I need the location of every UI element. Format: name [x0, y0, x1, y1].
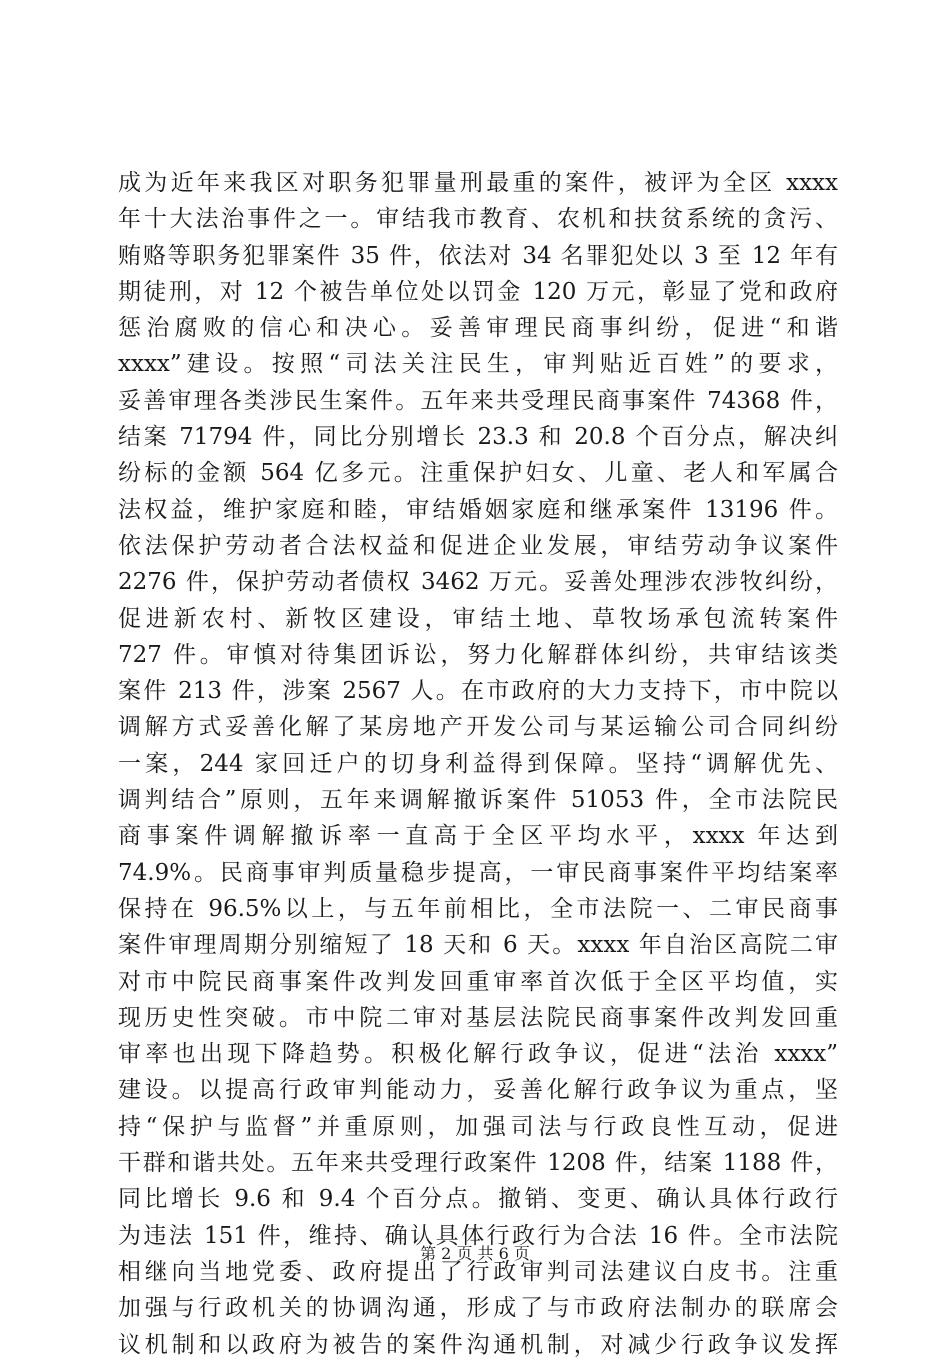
text-line: 建设。以提高行政审判能动力，妥善化解行政争议为重点，坚 — [118, 1077, 838, 1104]
text-line: 同比增长 9.6 和 9.4 个百分点。撤销、变更、确认具体行政行 — [118, 1186, 838, 1213]
text-line: 案件 213 件，涉案 2567 人。在市政府的大力支持下，市中院以 — [118, 678, 838, 705]
text-line: 法权益，维护家庭和睦，审结婚姻家庭和继承案件 13196 件。 — [118, 496, 838, 523]
text-line: 2276 件，保护劳动者债权 3462 万元。妥善处理涉农涉牧纠纷， — [118, 569, 838, 596]
text-line: 商事案件调解撤诉率一直高于全区平均水平，xxxx 年达到 — [118, 823, 838, 850]
text-line: 审率也出现下降趋势。积极化解行政争议，促进“法治 xxxx” — [118, 1041, 838, 1068]
text-line: 期徒刑，对 12 个被告单位处以罚金 120 万元，彰显了党和政府 — [118, 278, 838, 305]
text-line: 加强与行政机关的协调沟通，形成了与市政府法制办的联席会 — [118, 1295, 838, 1322]
page-footer: 第 2 页 共 6 页 — [420, 1244, 530, 1263]
text-line: 成为近年来我区对职务犯罪量刑最重的案件，被评为全区 xxxx — [118, 170, 838, 196]
text-line: 年十大法治事件之一。审结我市教育、农机和扶贫系统的贪污、 — [118, 206, 838, 233]
text-line: 案件审理周期分别缩短了 18 天和 6 天。xxxx 年自治区高院二审 — [118, 932, 838, 959]
text-line: 依法保护劳动者合法权益和促进企业发展，审结劳动争议案件 — [118, 532, 838, 559]
text-line: 议机制和以政府为被告的案件沟通机制，对减少行政争议发挥 — [118, 1331, 838, 1358]
text-line: 持“保护与监督”并重原则，加强司法与行政良性互动，促进 — [118, 1113, 838, 1140]
text-line: 纷标的金额 564 亿多元。注重保护妇女、儿童、老人和军属合 — [118, 460, 838, 487]
text-line: 保持在 96.5%以上，与五年前相比，全市法院一、二审民商事 — [118, 895, 838, 922]
text-line: 妥善审理各类涉民生案件。五年来共受理民商事案件 74368 件， — [118, 387, 838, 414]
text-line: 结案 71794 件，同比分别增长 23.3 和 20.8 个百分点，解决纠 — [118, 424, 838, 451]
text-line: 对市中院民商事案件改判发回重审率首次低于全区平均值，实 — [118, 968, 838, 995]
text-line: 促进新农村、新牧区建设，审结土地、草牧场承包流转案件 — [118, 605, 838, 632]
text-line: 74.9%。民商事审判质量稳步提高，一审民商事案件平均结案率 — [118, 859, 838, 886]
text-line: 相继向当地党委、政府提出了行政审判司法建议白皮书。注重 — [118, 1258, 838, 1285]
text-line: 调判结合”原则，五年来调解撤诉案件 51053 件，全市法院民 — [118, 787, 838, 814]
text-line: 为违法 151 件，维持、确认具体行政行为合法 16 件。全市法院 — [118, 1222, 838, 1249]
text-line: 现历史性突破。市中院二审对基层法院民商事案件改判发回重 — [118, 1004, 838, 1031]
text-line: xxxx”建设。按照“司法关注民生，审判贴近百姓”的要求， — [118, 351, 838, 378]
text-line: 727 件。审慎对待集团诉讼，努力化解群体纠纷，共审结该类 — [118, 641, 838, 668]
text-line: 干群和谐共处。五年来共受理行政案件 1208 件，结案 1188 件， — [118, 1150, 838, 1177]
text-line: 调解方式妥善化解了某房地产开发公司与某运输公司合同纠纷 — [118, 714, 838, 741]
text-line: 贿赂等职务犯罪案件 35 件，依法对 34 名罪犯处以 3 至 12 年有 — [118, 242, 838, 269]
text-line: 一案，244 家回迁户的切身利益得到保障。坚持“调解优先、 — [118, 750, 838, 777]
text-line: 惩治腐败的信心和决心。妥善审理民商事纠纷，促进“和谐 — [118, 315, 838, 342]
body-text — [118, 165, 838, 1363]
